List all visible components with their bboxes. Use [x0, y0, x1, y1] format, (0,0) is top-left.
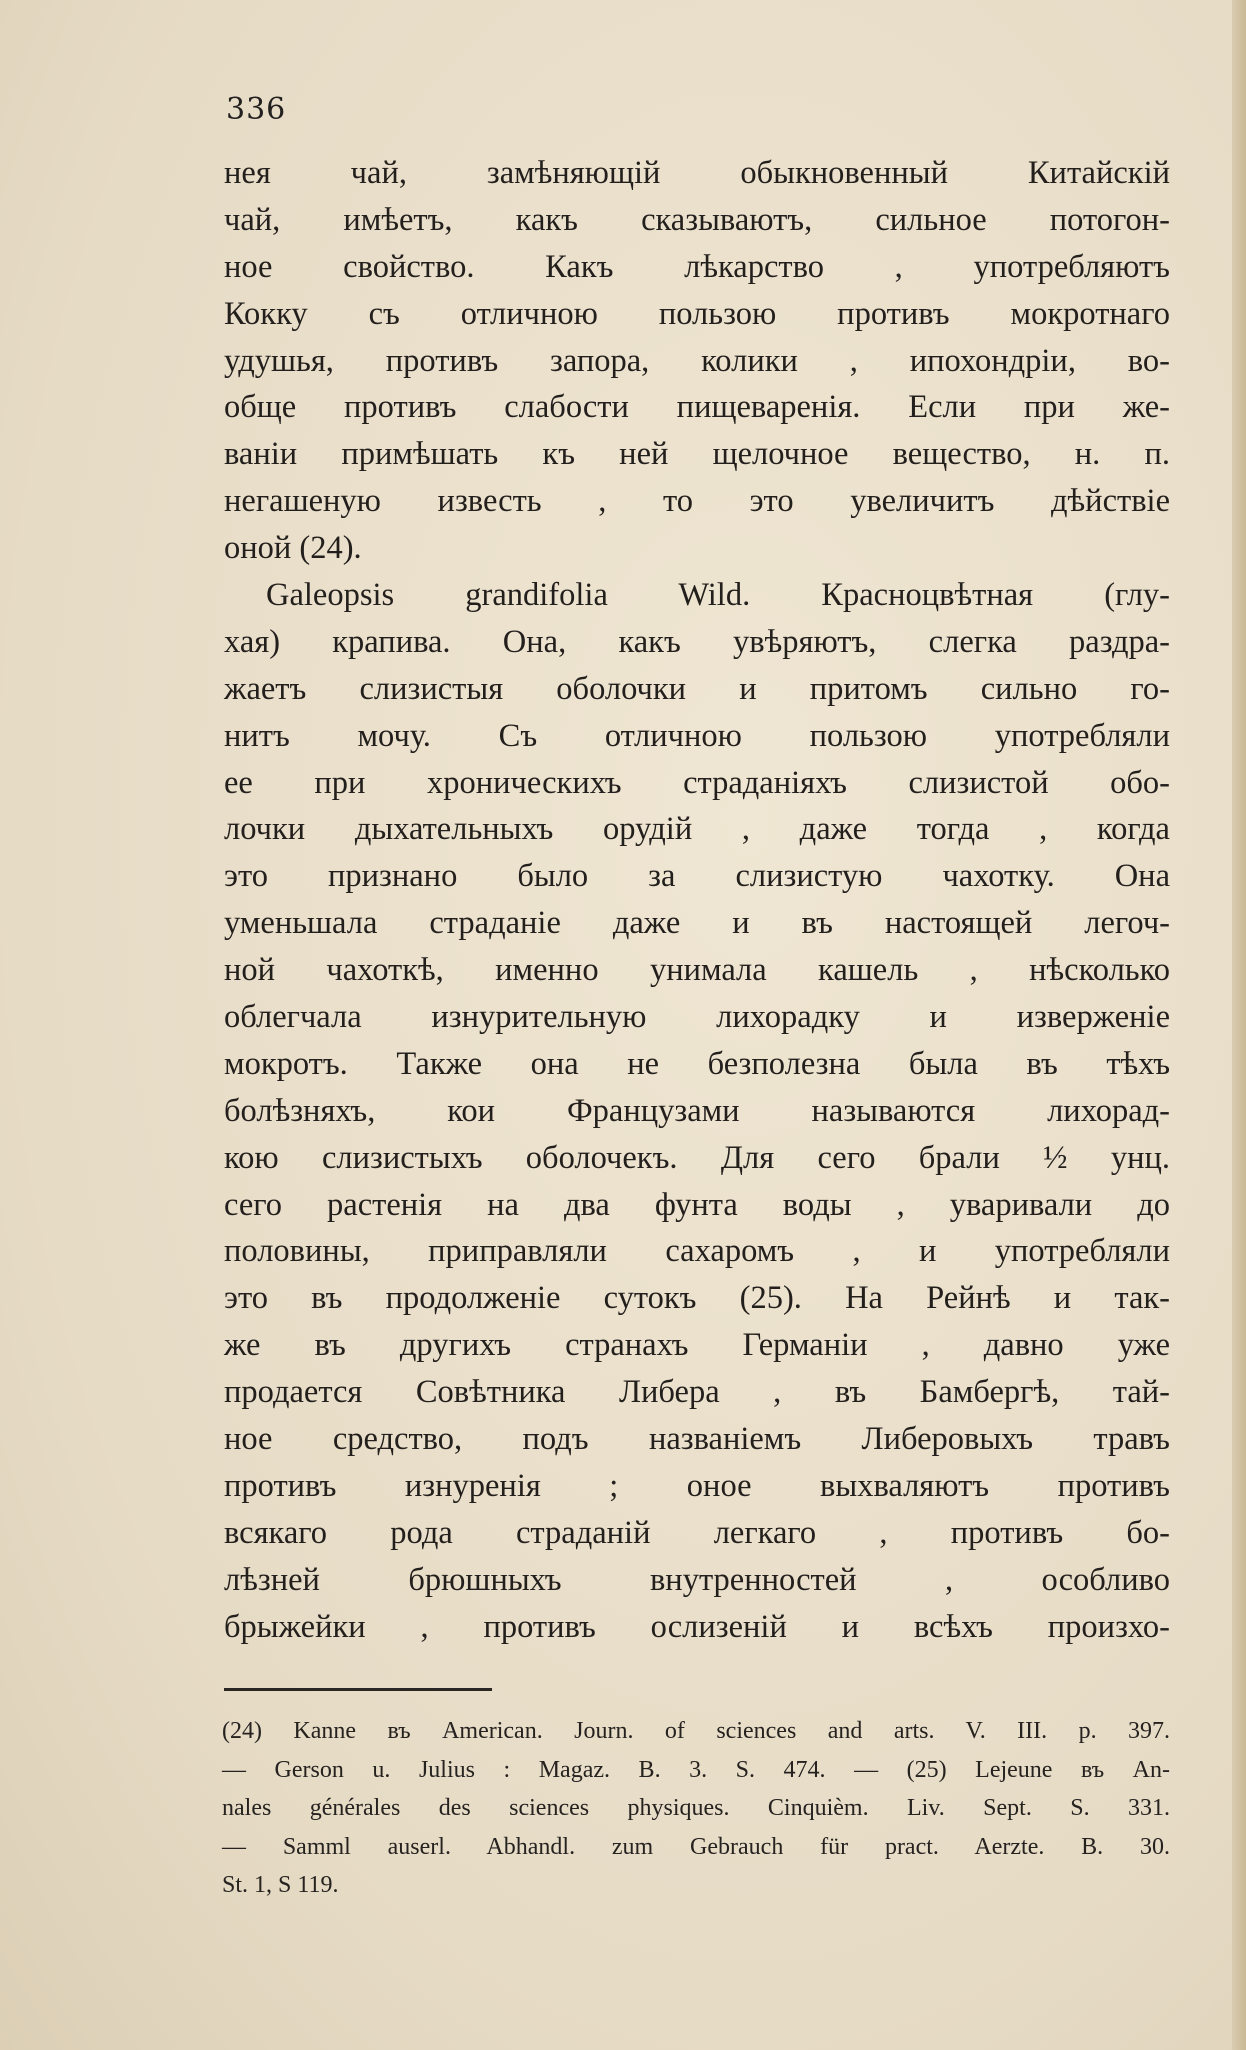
footnotes — [222, 1712, 1170, 1905]
text-line: это въ продолженіе сутокъ (25). На Рейнѣ и так- — [224, 1280, 1170, 1317]
footnote-line: (24) Kanne въ American. Journ. of sciences and arts. V. III. p. 397. — [222, 1718, 1170, 1744]
text-line: брыжейки , противъ ослизеній и всѣхъ произхо- — [224, 1608, 1170, 1645]
page-edge — [1232, 0, 1246, 2050]
text-line: жаетъ слизистыя оболочки и притомъ сильно го- — [224, 670, 1170, 707]
text-line: противъ изнуренія ; оное выхваляютъ противъ — [224, 1467, 1170, 1504]
text-line: уменьшала страданіе даже и въ настоящей легоч- — [224, 905, 1170, 942]
footnote-line: St. 1, S 119. — [222, 1872, 339, 1898]
text-line: облегчала изнурительную лихорадку и изверженіе — [224, 999, 1170, 1036]
text-line: ной чахоткѣ, именно унимала кашель , нѣсколько — [224, 952, 1170, 989]
text-line: нитъ мочу. Съ отличною пользою употребляли — [224, 717, 1170, 754]
text-line: же въ другихъ странахъ Германіи , давно уже — [224, 1327, 1170, 1364]
page-number: 336 — [226, 92, 287, 127]
text-line: Кокку съ отличною пользою противъ мокротнаго — [224, 295, 1170, 332]
text-line: лочки дыхательныхъ орудій , даже тогда , когда — [224, 811, 1170, 848]
body-text — [224, 150, 1170, 1651]
footnote-line: — Samml auserl. Abhandl. zum Gebrauch für pract. Aerzte. B. 30. — [222, 1833, 1170, 1860]
text-line: оной (24). — [224, 530, 362, 567]
text-line: мокротъ. Также она не безполезна была въ тѣхъ — [224, 1045, 1170, 1082]
text-line: всякаго рода страданій легкаго , противъ бо- — [224, 1514, 1170, 1551]
text-line: это признано было за слизистую чахотку. Она — [224, 858, 1170, 895]
footnote-line: — Gerson u. Julius : Magaz. B. 3. S. 474. — (25) Lejeune въ An- — [222, 1756, 1170, 1783]
text-line: удушья, противъ запора, колики , ипохондріи, во- — [224, 342, 1170, 379]
text-line: ваніи примѣшать къ ней щелочное вещество, н. п. — [224, 436, 1170, 473]
text-line: нея чай, замѣняющій обыкновенный Китайскій — [224, 155, 1170, 191]
text-line: половины, приправляли сахаромъ , и употребляли — [224, 1233, 1170, 1270]
text-line: ное свойство. Какъ лѣкарство , употребляютъ — [224, 248, 1170, 285]
text-line: негашеную известь , то это увеличитъ дѣйствіе — [224, 483, 1170, 520]
text-line: кою слизистыхъ оболочекъ. Для сего брали ½ унц. — [224, 1139, 1170, 1176]
footnote-divider — [224, 1688, 492, 1691]
text-line: лѣзней брюшныхъ внутренностей , особливо — [224, 1561, 1170, 1598]
text-line: чай, имѣетъ, какъ сказываютъ, сильное потогон- — [224, 201, 1170, 238]
text-line: обще противъ слабости пищеваренія. Если при же- — [224, 389, 1170, 426]
text-line: ное средство, подъ названіемъ Либеровыхъ травъ — [224, 1421, 1170, 1458]
text-line: сего растенія на два фунта воды , уваривали до — [224, 1186, 1170, 1223]
footnote-line: nales générales des sciences physiques. Cinquièm. Liv. Sept. S. 331. — [222, 1795, 1170, 1821]
text-line: Galeopsis grandifolia Wild. Красноцвѣтная (глу- — [266, 577, 1170, 614]
text-line: болѣзняхъ, кои Французами называются лихорад- — [224, 1092, 1170, 1129]
text-line: ее при хроническихъ страданіяхъ слизистой обо- — [224, 764, 1170, 801]
text-line: продается Совѣтника Либера , въ Бамбергѣ, тай- — [224, 1374, 1170, 1411]
text-line: хая) крапива. Она, какъ увѣряютъ, слегка раздра- — [224, 623, 1170, 660]
